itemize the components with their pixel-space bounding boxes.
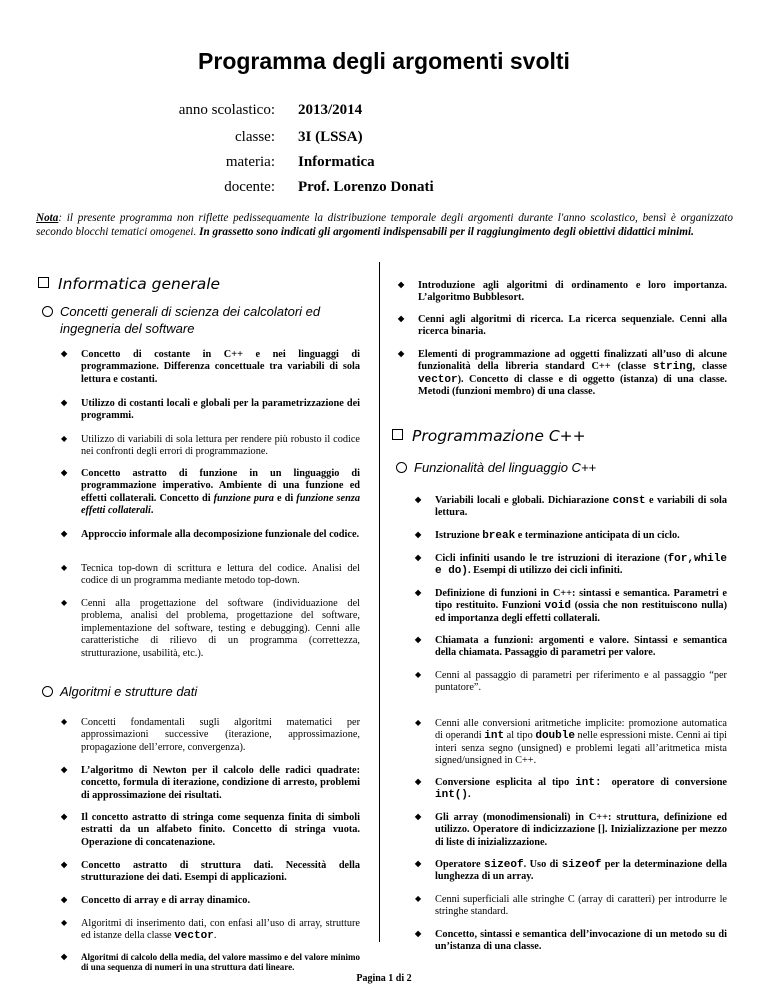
diamond-bullet-icon: ◆ [415, 777, 422, 786]
note-lead: Nota [36, 212, 59, 224]
circle-bullet-icon [42, 306, 53, 317]
list-item: ◆ Concetto astratto di struttura dati. Necessità della strutturazione dei dati. Esempi di applicazioni. [61, 860, 360, 884]
diamond-bullet-icon: ◆ [415, 812, 422, 821]
diamond-bullet-icon: ◆ [61, 717, 68, 726]
diamond-bullet-icon: ◆ [415, 670, 422, 679]
diamond-bullet-icon: ◆ [415, 530, 422, 539]
diamond-bullet-icon: ◆ [61, 812, 68, 821]
list-item: ◆ Algoritmi di inserimento dati, con enfasi all’uso di array, strutture ed istanze della classe vector. [61, 918, 360, 943]
subsection-title: Funzionalità del linguaggio C++ [414, 460, 597, 475]
subsection-funzionalita [396, 459, 726, 476]
diamond-bullet-icon: ◆ [415, 588, 422, 597]
note-paragraph [36, 211, 733, 239]
checkbox-icon [38, 277, 49, 288]
info-label: classe: [235, 129, 275, 145]
list-item: ◆ Cenni alla progettazione del software (individuazione del problema, analisi del problema, progettazione del software, implementazione del software, testing e debugging). Cenni alle caratteristiche di rilievo di un programma (correttezza, strutturazione, usabilità, etc.). [61, 598, 360, 659]
note-emphasis: In grassetto sono indicati gli argomenti indispensabili per il raggiungimento degli obiettivi didattici minimi. [199, 226, 694, 238]
section-informatica-generale [38, 275, 220, 293]
list-item: ◆ Istruzione break e terminazione anticipata di un ciclo. [415, 530, 680, 542]
section-title: Informatica generale [58, 275, 221, 293]
diamond-bullet-icon: ◆ [415, 718, 422, 727]
list-item: ◆ L’algoritmo di Newton per il calcolo delle radici quadrate: concetto, formula di iterazione, condizione di arresto, problemi di approssimazione dei risultati. [61, 765, 360, 801]
list-item: ◆ Elementi di programmazione ad oggetti finalizzati all’uso di alcune funzionalità della libreria standard C++ (classe string, classe vector). Concetto di classe e di oggetto (istanza) di una classe. Metodi (funzioni membro) di una classe. [398, 349, 727, 398]
diamond-bullet-icon: ◆ [61, 918, 68, 927]
diamond-bullet-icon: ◆ [398, 349, 405, 358]
diamond-bullet-icon: ◆ [415, 894, 422, 903]
list-item: ◆ Algoritmi di calcolo della media, del valore massimo e del valore minimo di una sequenza di numeri in una struttura dati lineare. [61, 952, 360, 972]
column-divider [379, 262, 380, 942]
diamond-bullet-icon: ◆ [415, 859, 422, 868]
list-item: ◆ Utilizzo di costanti locali e globali per la parametrizzazione dei programmi. [61, 398, 360, 422]
list-item: ◆ Concetto di costante in C++ e nei linguaggi di programmazione. Differenza concettuale tra variabili di sola lettura e costanti. [61, 349, 360, 385]
list-item: ◆ Approccio informale alla decomposizione funzionale del codice. [61, 529, 360, 540]
diamond-bullet-icon: ◆ [61, 860, 68, 869]
subsection-title: Concetti generali di scienza dei calcolatori ed ingegneria del software [60, 304, 321, 336]
info-label: docente: [224, 179, 275, 195]
list-item: ◆ Concetti fondamentali sugli algoritmi matematici per approssimazioni successive (iterazione, approssimazione, propagazione dell’errore, convergenza). [61, 717, 360, 753]
diamond-bullet-icon: ◆ [61, 952, 68, 961]
diamond-bullet-icon: ◆ [415, 929, 422, 938]
info-label: materia: [225, 154, 275, 170]
list-item: ◆ Cicli infiniti usando le tre istruzioni di iterazione (for,while e do). Esempi di utilizzo dei cicli infiniti. [415, 553, 727, 578]
info-value: 3I (LSSA) [298, 129, 363, 145]
diamond-bullet-icon: ◆ [61, 895, 68, 904]
subsection-title: Algoritmi e strutture dati [60, 684, 198, 699]
list-item: ◆ Tecnica top-down di scrittura e lettura del codice. Analisi del codice di un programma mediante metodo top-down. [61, 563, 360, 587]
subsection-concetti [42, 303, 362, 337]
diamond-bullet-icon: ◆ [61, 468, 68, 477]
diamond-bullet-icon: ◆ [398, 280, 405, 289]
note-text: : il presente programma non riflette pedissequamente la distribuzione temporale degli argomenti durante l'anno scolastico, bensì è organizzato secondo blocchi tematici omogenei. [36, 212, 733, 238]
section-programmazione [392, 427, 586, 445]
diamond-bullet-icon: ◆ [61, 563, 68, 572]
list-item: ◆ Concetto di array e di array dinamico. [61, 895, 251, 906]
diamond-bullet-icon: ◆ [61, 765, 68, 774]
list-item: ◆ Utilizzo di variabili di sola lettura per rendere più robusto il codice nei confronti degli errori di programmazione. [61, 434, 360, 458]
list-item: ◆ Introduzione agli algoritmi di ordinamento e loro importanza. L’algoritmo Bubblesort. [398, 280, 727, 304]
diamond-bullet-icon: ◆ [61, 349, 68, 358]
section-title: Programmazione C++ [412, 427, 586, 445]
subsection-algoritmi [42, 683, 362, 700]
page-title: Programma degli argomenti svolti [198, 48, 570, 74]
info-value: Prof. Lorenzo Donati [298, 179, 434, 195]
diamond-bullet-icon: ◆ [398, 314, 405, 323]
diamond-bullet-icon: ◆ [61, 434, 68, 443]
diamond-bullet-icon: ◆ [415, 495, 422, 504]
diamond-bullet-icon: ◆ [61, 529, 68, 538]
list-item: ◆ Operatore sizeof. Uso di sizeof per la determinazione della lunghezza di un array. [415, 859, 727, 883]
list-item: ◆ Cenni agli algoritmi di ricerca. La ricerca sequenziale. Cenni alla ricerca binaria. [398, 314, 727, 338]
circle-bullet-icon [42, 686, 53, 697]
list-item: ◆ Definizione di funzioni in C++: sintassi e semantica. Parametri e tipo restituito. Funzioni void (ossia che non restituiscono nulla) ed importanza degli effetti collaterali. [415, 588, 728, 624]
list-item: ◆ Cenni al passaggio di parametri per riferimento e al passaggio “per puntatore”. [415, 670, 727, 694]
list-item: ◆ Chiamata a funzioni: argomenti e valore. Sintassi e semantica della chiamata. Passaggio di parametri per valore. [415, 635, 727, 659]
list-item: ◆ Gli array (monodimensionali) in C++: struttura, definizione ed utilizzo. Operatore di indicizzazione []. Inizializzazione per mezzo di liste di inizializzazione. [415, 812, 727, 848]
checkbox-icon [392, 429, 403, 440]
page-footer: Pagina 1 di 2 [356, 973, 412, 984]
diamond-bullet-icon: ◆ [415, 553, 422, 562]
list-item: ◆ Variabili locali e globali. Dichiarazione const e variabili di sola lettura. [415, 495, 727, 519]
list-item: ◆ Concetto astratto di funzione in un linguaggio di programmazione imperativo. Ambiente di una funzione ed effetti collaterali. Concetto di funzione pura e di funzione senza effetti collaterali. [61, 468, 360, 517]
list-item: ◆ Cenni superficiali alle stringhe C (array di caratteri) per introdurre le stringhe standard. [415, 894, 727, 918]
diamond-bullet-icon: ◆ [415, 635, 422, 644]
list-item: ◆ Il concetto astratto di stringa come sequenza finita di simboli estratti da un alfabeto finito. Concetto di stringa vuota. Operazione di concatenazione. [61, 812, 360, 848]
circle-bullet-icon [396, 462, 407, 473]
diamond-bullet-icon: ◆ [61, 398, 68, 407]
info-value: Informatica [298, 154, 375, 170]
info-label: anno scolastico: [178, 102, 275, 118]
list-item: ◆ Concetto, sintassi e semantica dell’invocazione di un metodo su di un’istanza di una classe. [415, 929, 727, 953]
diamond-bullet-icon: ◆ [61, 598, 68, 607]
list-item: ◆ Conversione esplicita al tipo int: operatore di conversione int(). [415, 777, 727, 802]
list-item: ◆ Cenni alle conversioni aritmetiche implicite: promozione automatica di operandi int al tipo double nelle espressioni miste. Cenni ai tipi interi senza segno (unsigned) e problemi legati all’aritmetica mista signed/unsigned in C++. [415, 718, 727, 767]
info-value: 2013/2014 [298, 102, 363, 118]
